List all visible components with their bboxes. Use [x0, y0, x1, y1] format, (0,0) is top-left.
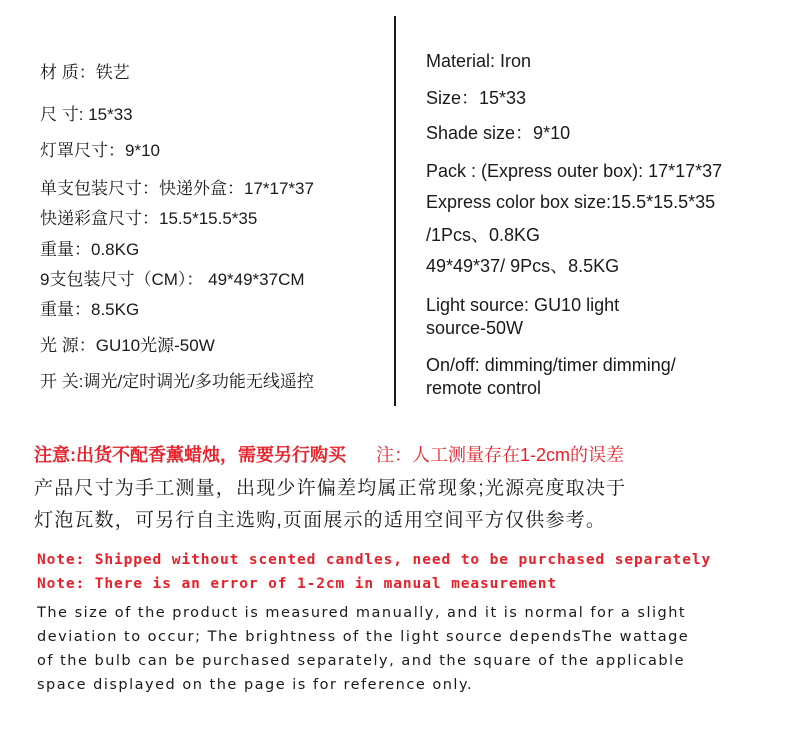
spec-light-source-en: Light source: GU10 light: [426, 295, 620, 315]
notice-cn-para-line2: 灯泡瓦数，可另行自主选购,页面展示的适用空间平方仅供参考。: [34, 510, 607, 531]
spec-light-source-cn: 光 源：GU10光源-50W: [40, 336, 215, 355]
spec-shade-size-cn: 灯罩尺寸：9*10: [40, 141, 160, 160]
spec-nine-pack-cn: 9支包装尺寸（CM）： 49*49*37CM: [40, 270, 305, 289]
spec-size-cn: 尺 寸: 15*33: [40, 105, 133, 124]
note-candles-en: Note: Shipped without scented candles, need to be purchased separately: [37, 552, 712, 568]
spec-single-pack-cn: 单支包装尺寸：快递外盒：17*17*37: [40, 179, 314, 198]
spec-color-box-en: Express color box size:15.5*15.5*35: [426, 192, 716, 212]
note-error-en: Note: There is an error of 1-2cm in manual measurement: [37, 576, 558, 592]
en-para-line3: of the bulb can be purchased separately, and the square of the applicable: [37, 653, 685, 669]
spec-shade-size-en: Shade size：9*10: [426, 123, 571, 143]
notice-candle-cn: 注意:出货不配香薰蜡烛，需要另行购买: [34, 445, 346, 465]
spec-nine-pack-en: 49*49*37/ 9Pcs、8.5KG: [426, 256, 620, 276]
spec-switch-en-cont: remote control: [426, 378, 542, 398]
notice-cn-para-line1: 产品尺寸为手工测量，出现少许偏差均属正常现象;光源亮度取决于: [34, 478, 627, 499]
spec-pack-outer-en: Pack : (Express outer box): 17*17*37: [426, 161, 723, 181]
spec-weight-nine-cn: 重量：8.5KG: [40, 300, 140, 319]
en-para-line2: deviation to occur; The brightness of the light source dependsThe wattage: [37, 629, 690, 645]
spec-size-en: Size：15*33: [426, 88, 527, 108]
spec-color-box-cn: 快递彩盒尺寸：15.5*15.5*35: [40, 209, 258, 228]
spec-switch-cn: 开 关:调光/定时调光/多功能无线遥控: [40, 372, 314, 391]
notice-cn-line1: [34, 441, 624, 467]
spec-material-en: Material: Iron: [426, 51, 532, 71]
spec-material-cn: 材 质：铁艺: [40, 63, 130, 82]
en-para-line1: The size of the product is measured manually, and it is normal for a slight: [37, 605, 687, 621]
spec-single-weight-en: /1Pcs、0.8KG: [426, 225, 541, 245]
spec-weight-single-cn: 重量：0.8KG: [40, 240, 140, 259]
spec-light-source-en-cont: source-50W: [426, 318, 524, 338]
en-para-line4: space displayed on the page is for reference only.: [37, 677, 474, 693]
vertical-divider: [394, 16, 396, 406]
spec-switch-en: On/off: dimming/timer dimming/: [426, 355, 676, 375]
notice-error-cn: 注：人工测量存在1-2cm的误差: [376, 445, 625, 465]
